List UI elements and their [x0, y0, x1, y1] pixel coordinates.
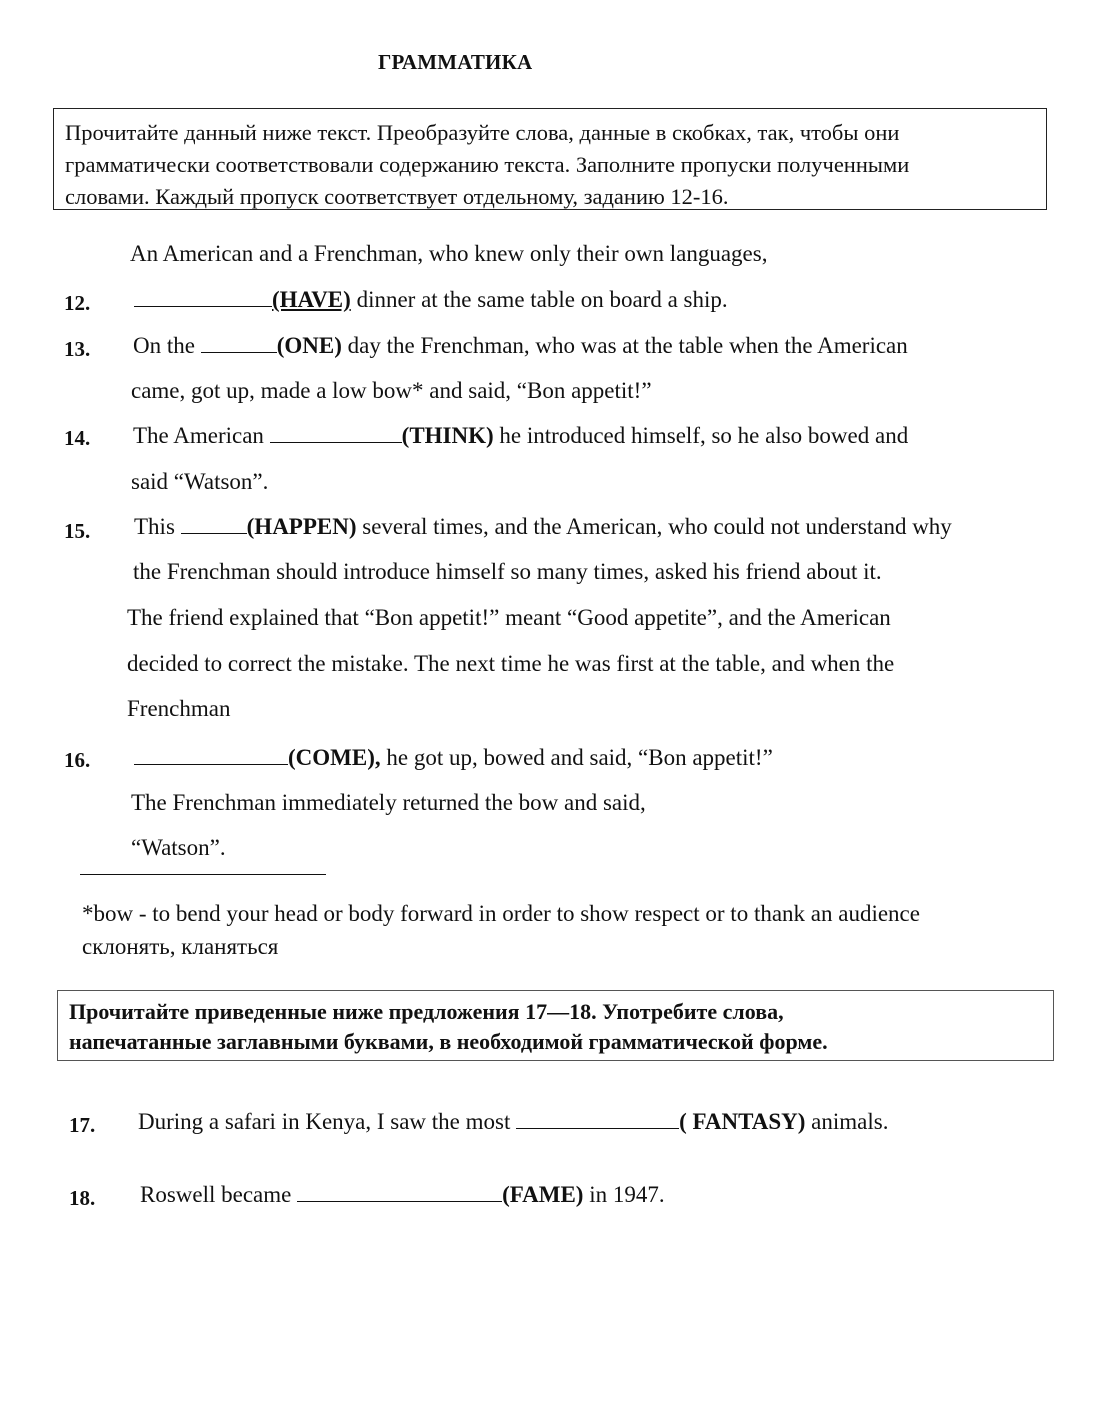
question-12: (HAVE) dinner at the same table on board a ship.: [134, 287, 728, 313]
instructions-box-12-16: [53, 108, 1047, 210]
answer-blank-12[interactable]: [134, 288, 272, 307]
answer-blank-15[interactable]: [181, 515, 247, 534]
instruction-line: грамматически соответствовали содержанию текста. Заполните пропуски полученными: [65, 152, 910, 177]
page-title: ГРАММАТИКА: [378, 50, 533, 74]
question-18: Roswell became (FAME) in 1947.: [140, 1182, 665, 1207]
paragraph-line: Frenchman: [127, 696, 231, 721]
question-14-continuation: said “Watson”.: [131, 469, 269, 494]
question-number-18: 18.: [69, 1186, 96, 1210]
question-number-15: 15.: [64, 519, 91, 543]
question-16: (COME), he got up, bowed and said, “Bon appetit!”: [134, 745, 773, 771]
question-number-12: 12.: [64, 291, 91, 315]
question-15: This (HAPPEN) several times, and the American, who could not understand why: [134, 514, 952, 539]
keyword-fantasy: ( FANTASY): [679, 1109, 806, 1134]
question-15-continuation: the Frenchman should introduce himself so many times, asked his friend about it.: [133, 559, 882, 584]
question-13: On the (ONE) day the Frenchman, who was at the table when the American: [133, 333, 908, 358]
keyword-happen: (HAPPEN): [246, 514, 357, 539]
question-13-continuation: came, got up, made a low bow* and said, “Bon appetit!”: [131, 378, 652, 403]
keyword-have: (HAVE): [272, 287, 351, 312]
footnote-translation: склонять, кланяться: [82, 934, 279, 959]
keyword-fame: (FAME): [502, 1182, 584, 1207]
answer-blank-18[interactable]: [297, 1183, 502, 1202]
question-14: The American (THINK) he introduced himself, so he also bowed and: [133, 423, 909, 448]
answer-blank-13[interactable]: [201, 334, 277, 353]
question-17: During a safari in Kenya, I saw the most ( FANTASY) animals.: [138, 1109, 889, 1134]
footnote-separator: [80, 874, 326, 875]
instructions-box-17-18: [57, 990, 1054, 1061]
question-number-17: 17.: [69, 1113, 96, 1137]
paragraph-line: The friend explained that “Bon appetit!” meant “Good appetite”, and the American: [127, 605, 891, 630]
intro-text: An American and a Frenchman, who knew only their own languages,: [130, 241, 768, 266]
keyword-think: (THINK): [401, 423, 494, 448]
answer-blank-14[interactable]: [270, 424, 402, 443]
question-16-continuation: The Frenchman immediately returned the bow and said,: [131, 790, 646, 815]
question-number-14: 14.: [64, 426, 91, 450]
footnote-definition: *bow - to bend your head or body forward in order to show respect or to thank an audience: [82, 901, 920, 926]
question-number-16: 16.: [64, 748, 91, 772]
answer-blank-17[interactable]: [516, 1110, 679, 1129]
paragraph-line: decided to correct the mistake. The next time he was first at the table, and when the: [127, 651, 895, 676]
instruction-line: Прочитайте данный ниже текст. Преобразуйте слова, данные в скобках, так, чтобы они: [65, 120, 900, 145]
instruction-line: Прочитайте приведенные ниже предложения 17—18. Употребите слова,: [69, 999, 784, 1024]
instruction-line: словами. Каждый пропуск соответствует отдельному, заданию 12-16.: [65, 184, 729, 209]
keyword-one: (ONE): [276, 333, 342, 358]
keyword-come: (COME),: [288, 745, 381, 770]
instruction-line: напечатанные заглавными буквами, в необходимой грамматической форме.: [69, 1029, 828, 1054]
question-number-13: 13.: [64, 337, 91, 361]
question-16-continuation: “Watson”.: [131, 835, 226, 860]
answer-blank-16[interactable]: [134, 746, 288, 765]
